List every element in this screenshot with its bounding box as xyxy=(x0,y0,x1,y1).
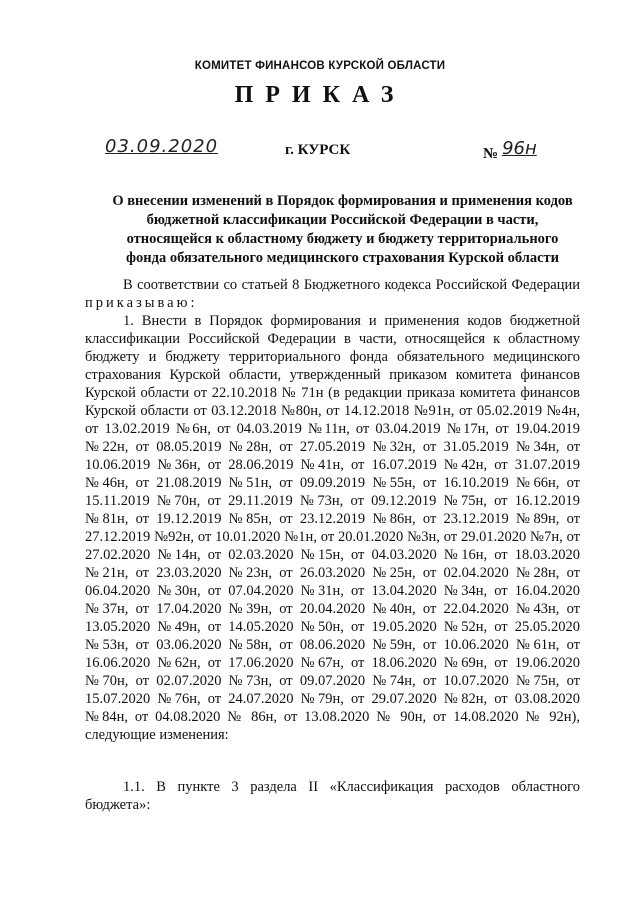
paragraph-item-1: 1. Внести в Порядок формирования и применения кодов бюджетной классификации Российской Федерации в части, относящейся к областному бюджету и бюджету территориального фонда обязательного медицинского страхования Курской области, утвержденный приказом комитета финансов Курской области от 22.10.2018 № 71н (в редакции приказа комитета финансов Курской области от 03.12.2018 №80н, от 14.12.2018 №91н, от 05.02.2019 №4н, от 13.02.2019 №6н, от 04.03.2019 №11н, от 03.04.2019 №17н, от 19.04.2019 №22н, от 08.05.2019 №28н, от 27.05.2019 №32н, от 31.05.2019 №34н, от 10.06.2019 №36н, от 28.06.2019 №41н, от 16.07.2019 №42н, от 31.07.2019 №46н, от 21.08.2019 №51н, от 09.09.2019 №55н, от 16.10.2019 №66н, от 15.11.2019 №70н, от 29.11.2019 №73н, от 09.12.2019 №75н, от 16.12.2019 №81н, от 19.12.2019 №85н, от 23.12.2019 №86н, от 23.12.2019 №89н, от 27.12.2019 №92н, от 10.01.2020 №1н, от 20.01.2020 №3н, от 29.01.2020 №7н, от 27.02.2020 №14н, от 02.03.2020 №15н, от 04.03.2020 №16н, от 18.03.2020 №21н, от 23.03.2020 №23н, от 26.03.2020 №25н, от 02.04.2020 №28н, от 06.04.2020 №30н, от 07.04.2020 №31н, от 13.04.2020 №34н, от 16.04.2020 №37н, от 17.04.2020 №39н, от 20.04.2020 №40н, от 22.04.2020 №43н, от 13.05.2020 №49н, от 14.05.2020 №50н, от 19.05.2020 №52н, от 25.05.2020 №53н, от 03.06.2020 №58н, от 08.06.2020 №59н, от 10.06.2020 №61н, от 16.06.2020 №62н, от 17.06.2020 №67н, от 18.06.2020 №69н, от 19.06.2020 №70н, от 02.07.2020 №73н, от 09.07.2020 №74н, от 10.07.2020 №75н, от 15.07.2020 №76н, от 24.07.2020 №79н, от 29.07.2020 №82н, от 03.08.2020 №84н, от 04.08.2020 № 86н, от 13.08.2020 № 90н, от 14.08.2020 № 92н), следующие изменения: xyxy=(85,313,580,743)
preamble-text: В соответствии со статьей 8 Бюджетного кодекса Российской Федерации xyxy=(123,277,580,293)
paragraph-item-1-1: 1.1. В пункте 3 раздела II «Классификация расходов областного бюджета»: xyxy=(85,779,580,813)
number-sign: № xyxy=(483,146,499,162)
document-date: 03.09.2020 xyxy=(105,136,219,157)
document-city: г. КУРСК xyxy=(285,142,351,158)
organization-name: КОМИТЕТ ФИНАНСОВ КУРСКОЙ ОБЛАСТИ xyxy=(194,60,446,72)
document-number: 96н xyxy=(502,138,537,159)
order-word: приказываю xyxy=(85,295,191,311)
preamble-end: : xyxy=(190,295,195,311)
document-subject: О внесении изменений в Порядок формирования и применения кодов бюджетной классификации Российской Федерации в части, относящейся к областному бюджету и бюджету территориального фонда обязательного медицинского страхования Курской области xyxy=(112,193,573,266)
document-meta-line xyxy=(0,136,640,166)
paragraph-preamble xyxy=(85,276,580,312)
document-body xyxy=(85,276,580,814)
document-number-block xyxy=(483,138,537,163)
document-title: ПРИКАЗ xyxy=(234,82,406,108)
